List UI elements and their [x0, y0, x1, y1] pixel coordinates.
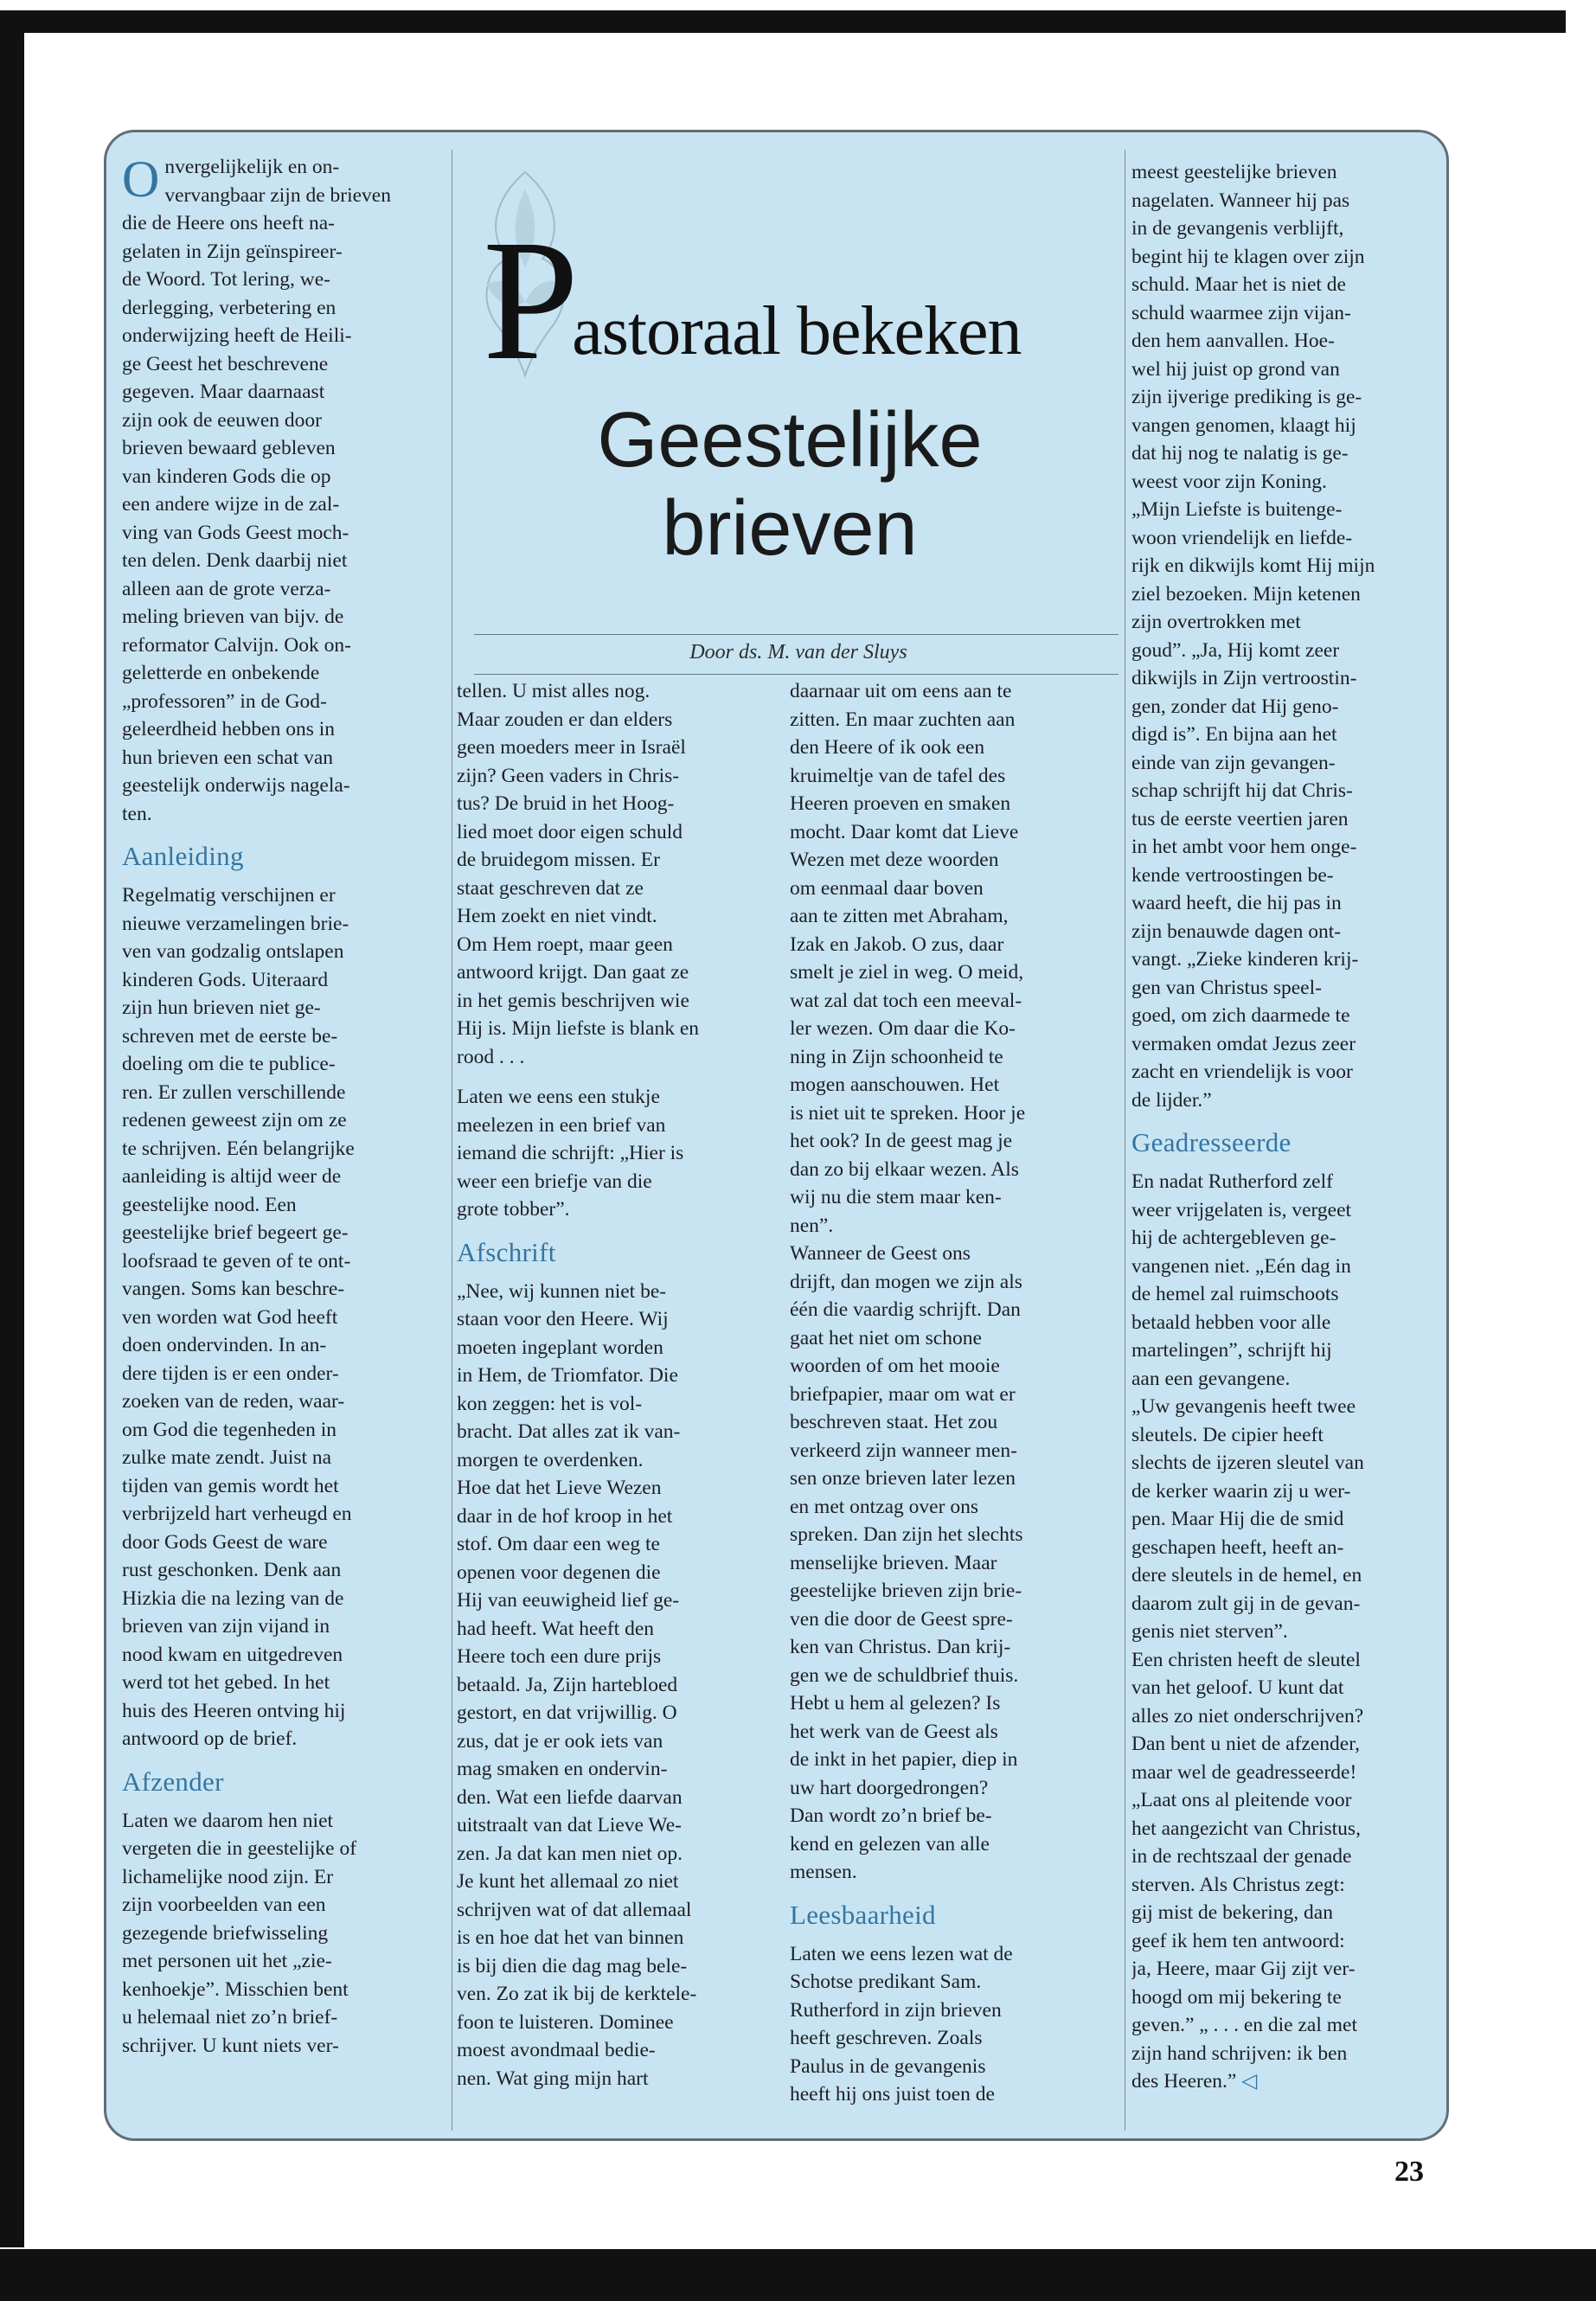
headline-line-2: brieven	[662, 485, 918, 572]
paragraph-afschrift: „Nee, wij kunnen niet be- staan voor den Heere. Wij moeten ingeplant worden in Hem, de Triomfator. Die kon zeggen: het is vol- bracht. Dat alles zat ik van- morgen te overdenken. Hoe dat het Lieve Wezen daar in de hof kroop in het stof. Om daar een weg te openen voor degenen die Hij van eeuwigheid lief ge- had heeft. Wat heeft den Heere toch een dure prijs betaald. Ja, Zijn hartebloed gestort, en dat vrijwillig. O zus, dat je er ook iets van mag smaken en ondervin- den. Wat een liefde daarvan uitstraalt van dat Lieve We- zen. Ja dat kan men niet op. Je kunt het allemaal zo niet schrijven wat of dat allemaal is en hoe dat het van binnen is bij dien die dag mag bele- ven. Zo zat ik bij de kerktele- foon te luisteren. Dominee moest avondmaal bedie- nen. Wat ging mijn hart	[457, 1279, 697, 2090]
byline-rule	[474, 674, 1118, 675]
paragraph	[1131, 1168, 1443, 2096]
scan-border-bottom	[0, 2249, 1596, 2301]
paragraph-text: En nadat Rutherford zelf weer vrijgelaten is, vergeet hij de achtergebleven ge- vangenen niet. „Eén dag in de hemel zal ruimschoots betaald hebben voor alle martelingen”, schrijft hij aan een gevangene. „Uw gevangenis heeft twee sleutels. De cipier heeft slechts de ijzeren sleutel van de kerker waarin zij u wer- pen. Maar Hij die de smid geschapen heeft, heeft an- dere sleutels in de hemel, en daarom zult gij in de gevan- genis niet sterven”. Een christen heeft de sleutel van het geloof. U kunt dat alles zo niet onderschrijven? Dan bent u niet de afzender, maar wel de geadresseerde! „Laat ons al pleitende voor het aangezicht van Christus, in de rechtszaal der genade sterven. Als Christus zegt: gij mist de bekering, dan geef ik hem ten antwoord: ja, Heere, maar Gij zijt ver- hoogd om mij bekering te geven.” „ . . . en die zal met zijn hand schrijven: ik ben des Heeren.”	[1131, 1170, 1364, 2093]
title-block	[457, 150, 1123, 669]
scan-border-top	[0, 10, 1566, 33]
article-headline	[457, 396, 1123, 573]
byline: Door ds. M. van der Sluys	[689, 641, 907, 663]
drop-cap: O	[122, 153, 160, 208]
heading-aanleiding: Aanleiding	[122, 841, 244, 871]
column-3	[790, 677, 1110, 2139]
paragraph-leesbaarheid: Laten we eens lezen wat de Schotse predikant Sam. Rutherford in zijn brieven heeft geschreven. Zoals Paulus in de gevangenis heeft hij ons juist toen de	[790, 1942, 1013, 2106]
heading-afzender: Afzender	[122, 1766, 224, 1797]
paragraph-aanleiding: Regelmatig verschijnen er nieuwe verzamelingen brie- ven van godzalig ontslapen kinderen Gods. Uiteraard zijn hun brieven niet ge- schreven met de eerste be- doeling om die te publice- ren. Er zullen verschillende redenen geweest zijn om ze te schrijven. Eén belangrijke aanleiding is altijd weer de geestelijke nood. Een geestelijke brief begeert ge- loofsraad te geven of te ont- vangen. Soms kan beschre- ven worden wat God heeft doen ondervinden. In an- dere tijden is er een onder- zoeken van de reden, waar- om God die tegenheden in zulke mate zendt. Juist na tijden van gemis wordt het verbrijzeld hart verheugd en door Gods Geest de ware rust geschonken. Denk aan Hizkia die na lezing van de brieven van zijn vijand in nood kwam en uitgedreven werd tot het gebed. In het huis des Heeren ontving hij antwoord op de brief.	[122, 884, 355, 1750]
paragraph: Wanneer de Geest ons drijft, dan mogen we zijn als één die vaardig schrijft. Dan gaat het niet om schone woorden of om het mooie briefpapier, maar om wat er beschreven staat. Het zou verkeerd zijn wanneer men- sen onze brieven later lezen en met ontzag over ons spreken. Dan zijn het slechts menselijke brieven. Maar geestelijke brieven zijn brie- ven die door de Geest spre- ken van Christus. Dan krij- gen we de schuldbrief thuis. Hebt u hem al gelezen? Is het werk van de Geest als de inkt in het papier, diep in uw hart doorgedrongen? Dan wordt zo’n brief be- kend en gelezen van alle mensen.	[790, 1242, 1023, 1883]
column-1	[122, 153, 449, 2134]
paragraph: meest geestelijke brieven nagelaten. Wanneer hij pas in de gevangenis verblijft, begint hij te klagen over zijn schuld. Maar het is niet de schuld waarmee zijn vijan- den hem aanvallen. Hoe- wel hij juist op grond van zijn ijverige prediking is ge- vangen genomen, klaagt hij dat hij nog te nalatig is ge- weest voor zijn Koning. „Mijn Liefste is buitenge- woon vriendelijk en liefde- rijk en dikwijls komt Hij mijn ziel bezoeken. Mijn ketenen zijn overtrokken met goud”. „Ja, Hij komt zeer dikwijls in Zijn vertroostin- gen, zonder dat Hij geno- digd is”. En bijna aan het einde van zijn gevangen- schap schrijft hij dat Chris- tus de eerste veertien jaren in het ambt voor hem onge- kende vertroostingen be- waard heeft, die hij pas in zijn benauwde dagen ont- vangt. „Zieke kinderen krij- gen van Christus speel- goed, om zich daarmede te vermaken omdat Jezus zeer zacht en vriendelijk is voor de lijder.”	[1131, 161, 1375, 1112]
paragraph: tellen. U mist alles nog. Maar zouden er dan elders geen moeders meer in Israël zijn? Geen vaders in Chris- tus? De bruid in het Hoog- lied moet door eigen schuld de bruidegom missen. Er staat geschreven dat ze Hem zoekt en niet vindt. Om Hem roept, maar geen antwoord krijgt. Dan gaat ze in het gemis beschrijven wie Hij is. Mijn liefste is blank en rood . . .	[457, 680, 700, 1068]
heading-afschrift: Afschrift	[457, 1236, 556, 1267]
column-4	[1131, 158, 1443, 2131]
intro-text: nvergelijkelijk en on- vervangbaar zijn de brieven die de Heere ons heeft na- gelaten in Zijn geïnspireer- de Woord. Tot lering, we- derlegging, verbetering en onderwijzing heeft de Heili- ge Geest het beschrevene gegeven. Maar daarnaast zijn ook de eeuwen door brieven bewaard gebleven van kinderen Gods die op een andere wijze in de zal- ving van Gods Geest moch- ten delen. Denk daarbij niet alleen aan de grote verza- meling brieven van bijv. de reformator Calvijn. Ook on- geletterde en onbekende „professoren” in de God- geleerdheid hebben ons in hun brieven een schat van geestelijk onderwijs nagela- ten.	[122, 156, 391, 825]
series-title	[483, 205, 1022, 396]
heading-leesbaarheid: Leesbaarheid	[790, 1899, 936, 1930]
series-title-initial: P	[483, 205, 580, 396]
intro-paragraph	[122, 153, 449, 828]
paragraph: Laten we eens een stukje meelezen in een brief van iemand die schrijft: „Hier is weer een briefje van die grote tobber”.	[457, 1086, 684, 1221]
paragraph: daarnaar uit om eens aan te zitten. En maar zuchten aan den Heere of ik ook een kruimeltje van de tafel des Heeren proeven en smaken mocht. Daar komt dat Lieve Wezen met deze woorden om eenmaal daar boven aan te zitten met Abraham, Izak en Jakob. O zus, daar smelt je ziel in weg. O meid, wat zal dat toch een meeval- ler wezen. Om daar die Ko- ning in Zijn schoonheid te mogen aanschouwen. Het is niet uit te spreken. Hoor je het ook? In de geest mag je dan zo bij elkaar wezen. Als wij nu die stem maar ken- nen”.	[790, 680, 1026, 1237]
page-number: 23	[1394, 2156, 1424, 2188]
end-mark-icon: ◁	[1241, 2070, 1258, 2093]
scan-border-left	[0, 33, 24, 2247]
paragraph-afzender: Laten we daarom hen niet vergeten die in geestelijke of lichamelijke nood zijn. Er zijn voorbeelden van een gezegende briefwisseling met personen uit het „zie- kenhoekje”. Misschien bent u helemaal niet zo’n brief- schrijver. U kunt niets ver-	[122, 1809, 357, 2057]
column-2	[457, 677, 777, 2139]
series-title-text: astoraal bekeken	[572, 293, 1022, 369]
article-panel	[104, 130, 1449, 2141]
headline-line-1: Geestelijke	[597, 397, 983, 484]
heading-geadresseerde: Geadresseerde	[1131, 1127, 1292, 1157]
byline-rule	[474, 634, 1118, 635]
